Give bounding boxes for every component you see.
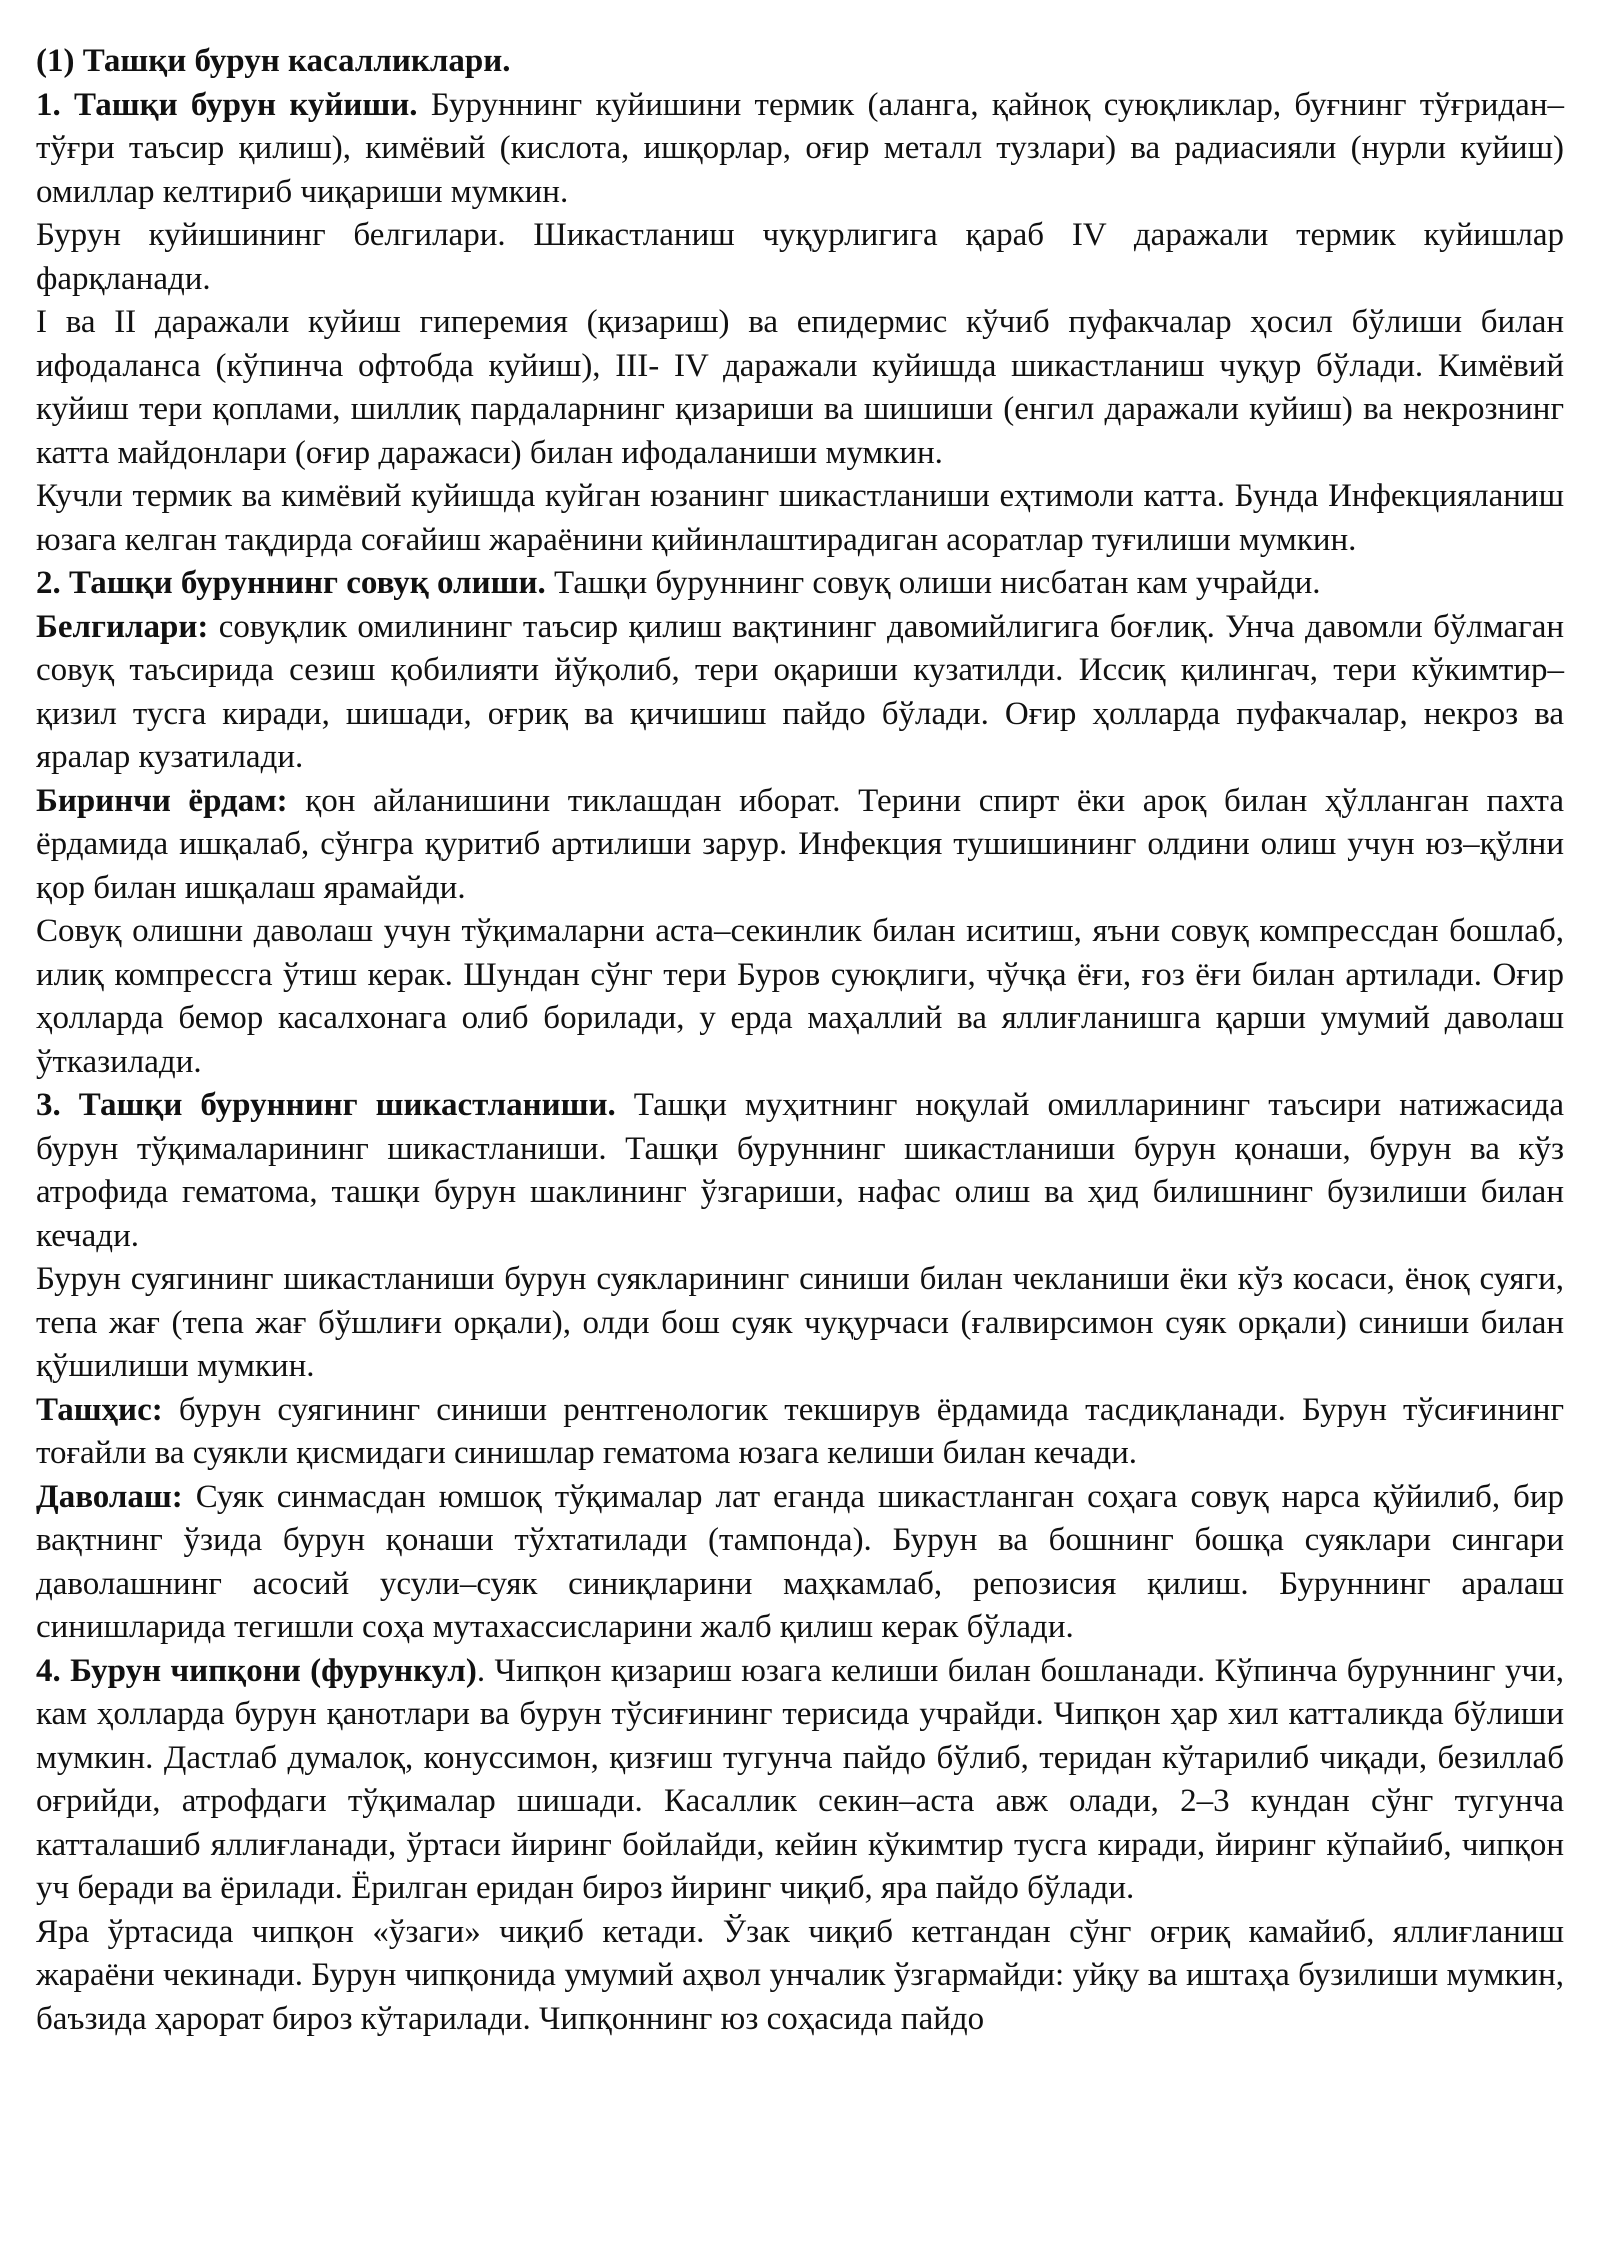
- paragraph-9: [36, 1084, 1564, 1258]
- paragraph-text: Бурун куйишининг белгилари. Шикастланиш чуқурлигига қараб IV даражали термик куйишлар фарқланади.: [36, 217, 1564, 297]
- document-page: [36, 40, 1564, 2041]
- paragraph-text: I ва II даражали куйиш гиперемия (қизариш) ва епидермис кўчиб пуфакчалар ҳосил бўлиши билан ифодаланса (кўпинча офтобда куйиш), III- IV даражали куйишда шикастланиш чуқур бўлади. Кимёвий куйиш тери қоплами, шиллиқ пардаларнинг қизариши ва шишиши (енгил даражали куйиш) ва некрознинг катта майдонлари (оғир даражаси) билан ифодаланиши мумкин.: [36, 304, 1564, 471]
- paragraph-text: Бурун суягининг шикастланиши бурун суякларининг синиши билан чекланиши ёки кўз косаси, ёноқ суяги, тепа жағ (тепа жағ бўшлиғи орқали), олди бош суяк чуқурчаси (ғалвирсимон суяк орқали) синиши билан қўшилиши мумкин.: [36, 1261, 1564, 1384]
- paragraph-10: [36, 1258, 1564, 1389]
- paragraph-3: [36, 301, 1564, 475]
- paragraph-text: Суяк синмасдан юмшоқ тўқималар лат еганда шикастланган соҳага совуқ нарса қўйилиб, бир вақтнинг ўзида бурун қонаши тўхтатилади (тампонда). Бурун ва бошнинг бошқа суяклари сингари даволашнинг асосий усули–суяк синиқларини маҳкамлаб, репозисия қилиш. Буруннинг аралаш синишларида тегишли соҳа мутахассисларини жалб қилиш керак бўлади.: [36, 1478, 1564, 1645]
- paragraph-13: [36, 1650, 1564, 1911]
- paragraph-lead: 1. Ташқи бурун куйиши.: [36, 86, 418, 123]
- paragraph-text: бурун суягининг синиши рентгенологик текширув ёрдамида тасдиқланади. Бурун тўсиғининг тоғайли ва суякли қисмидаги синишлар гематома юзага келиши билан кечади.: [36, 1391, 1564, 1471]
- paragraph-8: [36, 910, 1564, 1084]
- paragraph-text: қон айланишини тиклашдан иборат. Терини спирт ёки ароқ билан ҳўлланган пахта ёрдамида ишқалаб, сўнгра қуритиб артилиши зарур. Инфекция тушишининг олдини олиш учун юз–қўлни қор билан ишқалаш ярамайди.: [36, 782, 1565, 906]
- paragraph-1: [36, 84, 1564, 215]
- paragraph-12: [36, 1476, 1564, 1650]
- paragraph-11: [36, 1389, 1564, 1476]
- paragraph-lead: Даволаш:: [36, 1478, 183, 1515]
- paragraph-text: . Чипқон қизариш юзага келиши билан бошланади. Кўпинча буруннинг учи, кам ҳолларда бурун қанотлари ва бурун тўсиғининг терисида учрайди. Чипқон ҳар хил катталикда бўлиши мумкин. Дастлаб думалоқ, конуссимон, қизғиш тугунча пайдо бўлиб, теридан кўтарилиб чиқади, безиллаб оғрийди, атрофдаги тўқималар шишади. Касаллик секин–аста авж олади, 2–3 кундан сўнг тугунча катталашиб яллиғланади, ўртаси йиринг бойлайди, кейин кўкимтир тусга киради, йиринг кўпайиб, чипқон уч беради ва ёрилади. Ёрилган еридан бироз йиринг чиқиб, яра пайдо бўлади.: [36, 1652, 1564, 1906]
- paragraph-text: Ташқи муҳитнинг ноқулай омилларининг таъсири натижасида бурун тўқималарининг шикастланиши. Ташқи буруннинг шикастланиши бурун қонаши, бурун ва кўз атрофида гематома, ташқи бурун шаклининг ўзгариши, нафас олиш ва ҳид билишнинг бузилиши билан кечади.: [36, 1087, 1564, 1254]
- paragraph-4: [36, 475, 1564, 562]
- paragraph-text: совуқлик омилининг таъсир қилиш вақтининг давомийлигига боғлиқ. Унча давомли бўлмаган совуқ таъсирида сезиш қобилияти йўқолиб, тери оқариши кузатилди. Иссиқ қилингач, тери кўкимтир–қизил тусга киради, шишади, оғриқ ва қичишиш пайдо бўлади. Оғир ҳолларда пуфакчалар, некроз ва яралар кузатилади.: [36, 608, 1564, 775]
- paragraph-text: Буруннинг куйишини термик (аланга, қайноқ суюқликлар, буғнинг тўғридан–тўғри таъсир қилиш), кимёвий (кислота, ишқорлар, оғир металл тузлари) ва радиасияли (нурли куйиш) омиллар келтириб чиқариши мумкин.: [36, 86, 1564, 210]
- paragraph-7: [36, 780, 1564, 911]
- paragraph-lead: 2. Ташқи буруннинг совуқ олиши.: [36, 565, 546, 601]
- paragraph-text: Ташқи буруннинг совуқ олиши нисбатан кам учрайди.: [545, 565, 1321, 601]
- paragraph-5: [36, 562, 1564, 606]
- section-heading: (1) Ташқи бурун касалликлари.: [36, 43, 511, 79]
- paragraph-lead: Белгилари:: [36, 608, 209, 645]
- paragraph-6: [36, 606, 1564, 780]
- paragraph-text: Совуқ олишни даволаш учун тўқималарни аста–секинлик билан иситиш, яъни совуқ компрессдан бошлаб, илиқ компрессга ўтиш керак. Шундан сўнг тери Буров суюқлиги, чўчқа ёғи, ғоз ёғи билан артилади. Оғир ҳолларда бемор касалхонага олиб борилади, у ерда маҳаллий ва яллиғланишга қарши умумий даволаш ўтказилади.: [36, 913, 1564, 1080]
- paragraph-text: Кучли термик ва кимёвий куйишда куйган юзанинг шикастланиши еҳтимоли катта. Бунда Инфекцияланиш юзага келган тақдирда соғайиш жараёнини қийинлаштирадиган асоратлар туғилиши мумкин.: [36, 478, 1564, 558]
- paragraph-14: [36, 1911, 1564, 2042]
- paragraph-text: Яра ўртасида чипқон «ўзаги» чиқиб кетади. Ўзак чиқиб кетгандан сўнг оғриқ камайиб, яллиғланиш жараёни чекинади. Бурун чипқонида умумий аҳвол унчалик ўзгармайди: уйқу ва иштаҳа бузилиши мумкин, баъзида ҳарорат бироз кўтарилади. Чипқоннинг юз соҳасида пайдо: [36, 1913, 1564, 2037]
- paragraph-lead: Ташҳис:: [36, 1391, 163, 1428]
- paragraph-lead: 3. Ташқи буруннинг шикастланиши.: [36, 1087, 616, 1123]
- paragraph-2: [36, 214, 1564, 301]
- paragraph-lead: Биринчи ёрдам:: [36, 782, 288, 819]
- paragraph-lead: 4. Бурун чипқони (фурункул): [36, 1652, 477, 1689]
